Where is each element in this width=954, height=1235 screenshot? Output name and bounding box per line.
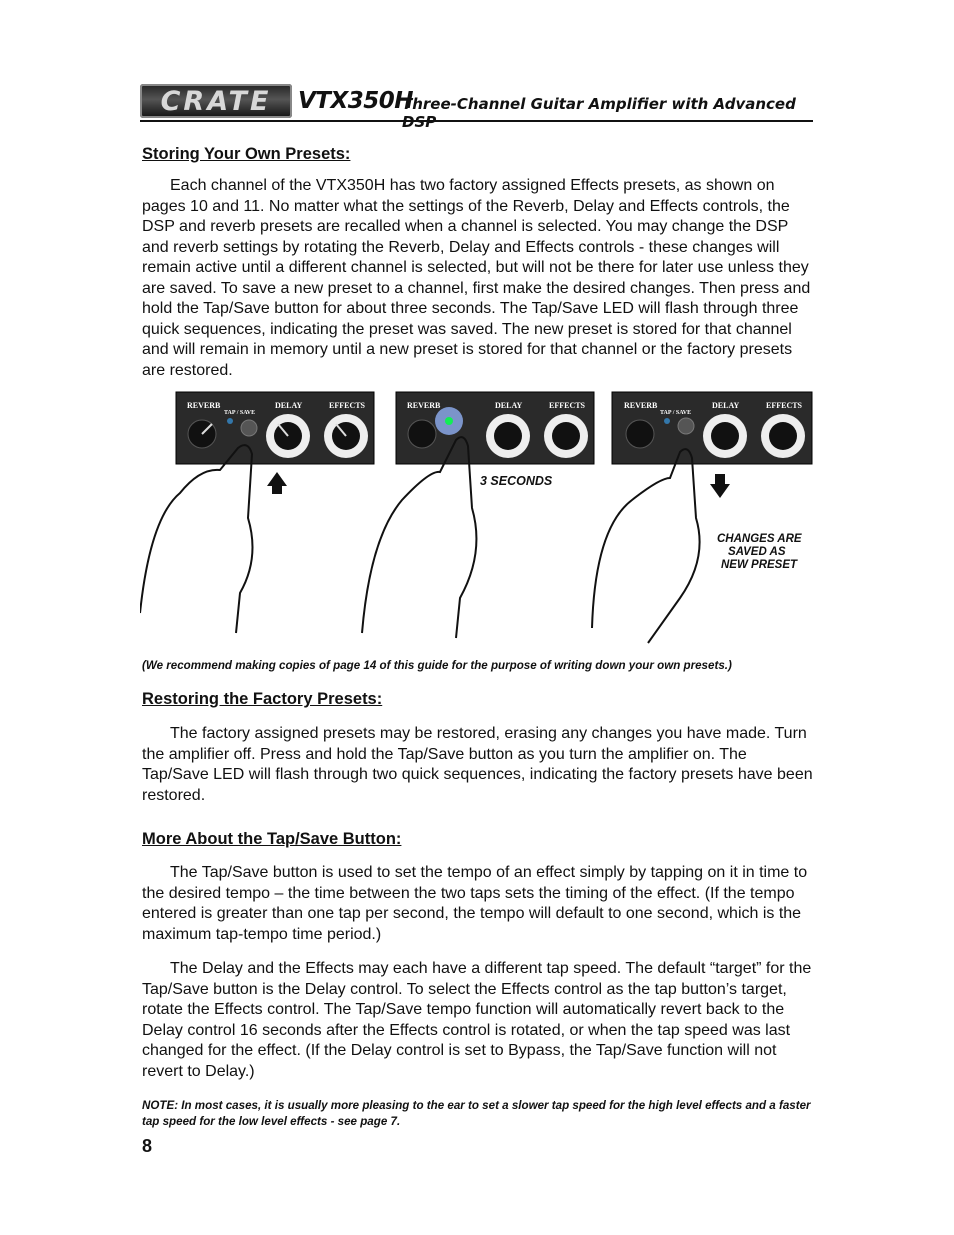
crate-logo (140, 84, 292, 118)
tap-save-label: TAP / SAVE (660, 410, 692, 416)
reverb-label: REVERB (187, 401, 221, 410)
arrow-up-icon (267, 472, 287, 494)
delay-label: DELAY (495, 401, 523, 410)
page-header (140, 84, 813, 131)
effects-label: EFFECTS (329, 401, 366, 410)
three-seconds-callout: 3 SECONDS (480, 474, 553, 488)
control-panel-1 (176, 392, 374, 464)
effects-label: EFFECTS (766, 401, 803, 410)
logo-text: CRATE (160, 86, 272, 117)
page-number: 8 (142, 1136, 153, 1156)
tapsave-heading: More About the Tap/Save Button: (142, 830, 402, 848)
saved-callout-line-1: CHANGES ARE (717, 533, 802, 545)
delay-label: DELAY (712, 401, 740, 410)
illustration-caption: (We recommend making copies of page 14 of this guide for the purpose of writing down your own presets.) (142, 659, 732, 672)
tapsave-note: NOTE: In most cases, it is usually more pleasing to the ear to set a slower tap speed for the high level effects and a faster tap speed for the low level effects - see page 7. (142, 1099, 811, 1128)
header-subtitle: Three-Channel Guitar Amplifier with Advanced DSP (402, 95, 796, 131)
hand-3 (592, 449, 700, 643)
restoring-paragraph: The factory assigned presets may be restored, erasing any changes you have made. Turn the amplifier off. Press and hold the Tap/Save button as you turn the amplifier on. The Tap/Save LED will flash through two quick sequences, indicating the factory presets have been restored. (142, 725, 813, 804)
storing-paragraph: Each channel of the VTX350H has two factory assigned Effects presets, as shown on pages 10 and 11. No matter what the settings of the Reverb, Delay and Effects controls, the DSP and reverb presets are recalled when a channel is selected. You may change the DSP and reverb settings by rotating the Reverb, Delay and Effects controls - these changes will remain active until a different channel is selected, but will not be there for later use unless they are saved. To save a new preset to a channel, first make the desired changes. Then press and hold the Tap/Save button for about three seconds. The Tap/Save LED will flash through three quick sequences, indicating the preset was saved. The new preset is stored for that channel and will remain in memory until a new preset is stored for that channel or the factory presets are restored. (142, 177, 811, 379)
control-panel-2 (396, 392, 594, 464)
tap-save-label: TAP / SAVE (224, 410, 256, 416)
tapsave-paragraph-1: The Tap/Save button is used to set the tempo of an effect simply by tapping on it in time to the desired tempo – the time between the two taps sets the timing of the effect. (If the tempo entered is greater than one tap per second, the tempo will default to one second, which is the maximum tap-tempo time period.) (142, 864, 808, 943)
model-name: VTX350H (298, 88, 413, 114)
reverb-label: REVERB (407, 401, 441, 410)
reverb-label: REVERB (624, 401, 658, 410)
preset-save-illustration (140, 388, 816, 650)
hand-1 (140, 445, 253, 633)
hand-2 (362, 437, 476, 638)
effects-label: EFFECTS (549, 401, 586, 410)
control-panel-3 (612, 392, 812, 464)
tapsave-paragraph-2: The Delay and the Effects may each have a different tap speed. The default “target” for the Tap/Save button is the Delay control. To select the Effects control as the tap button’s target, rotate the Effects control. The Tap/Save tempo function will automatically revert back to the Delay control 16 seconds after the Effects control is rotated, or when the tap speed was last changed for the effect. (If the Delay control is set to Bypass, the Tap/Save function will not revert to Delay.) (142, 960, 812, 1080)
saved-callout-line-2: SAVED AS (728, 546, 786, 558)
restoring-heading: Restoring the Factory Presets: (142, 690, 383, 708)
delay-label: DELAY (275, 401, 303, 410)
saved-callout-line-3: NEW PRESET (721, 559, 798, 571)
storing-heading: Storing Your Own Presets: (142, 145, 351, 163)
arrow-down-icon (710, 474, 730, 498)
